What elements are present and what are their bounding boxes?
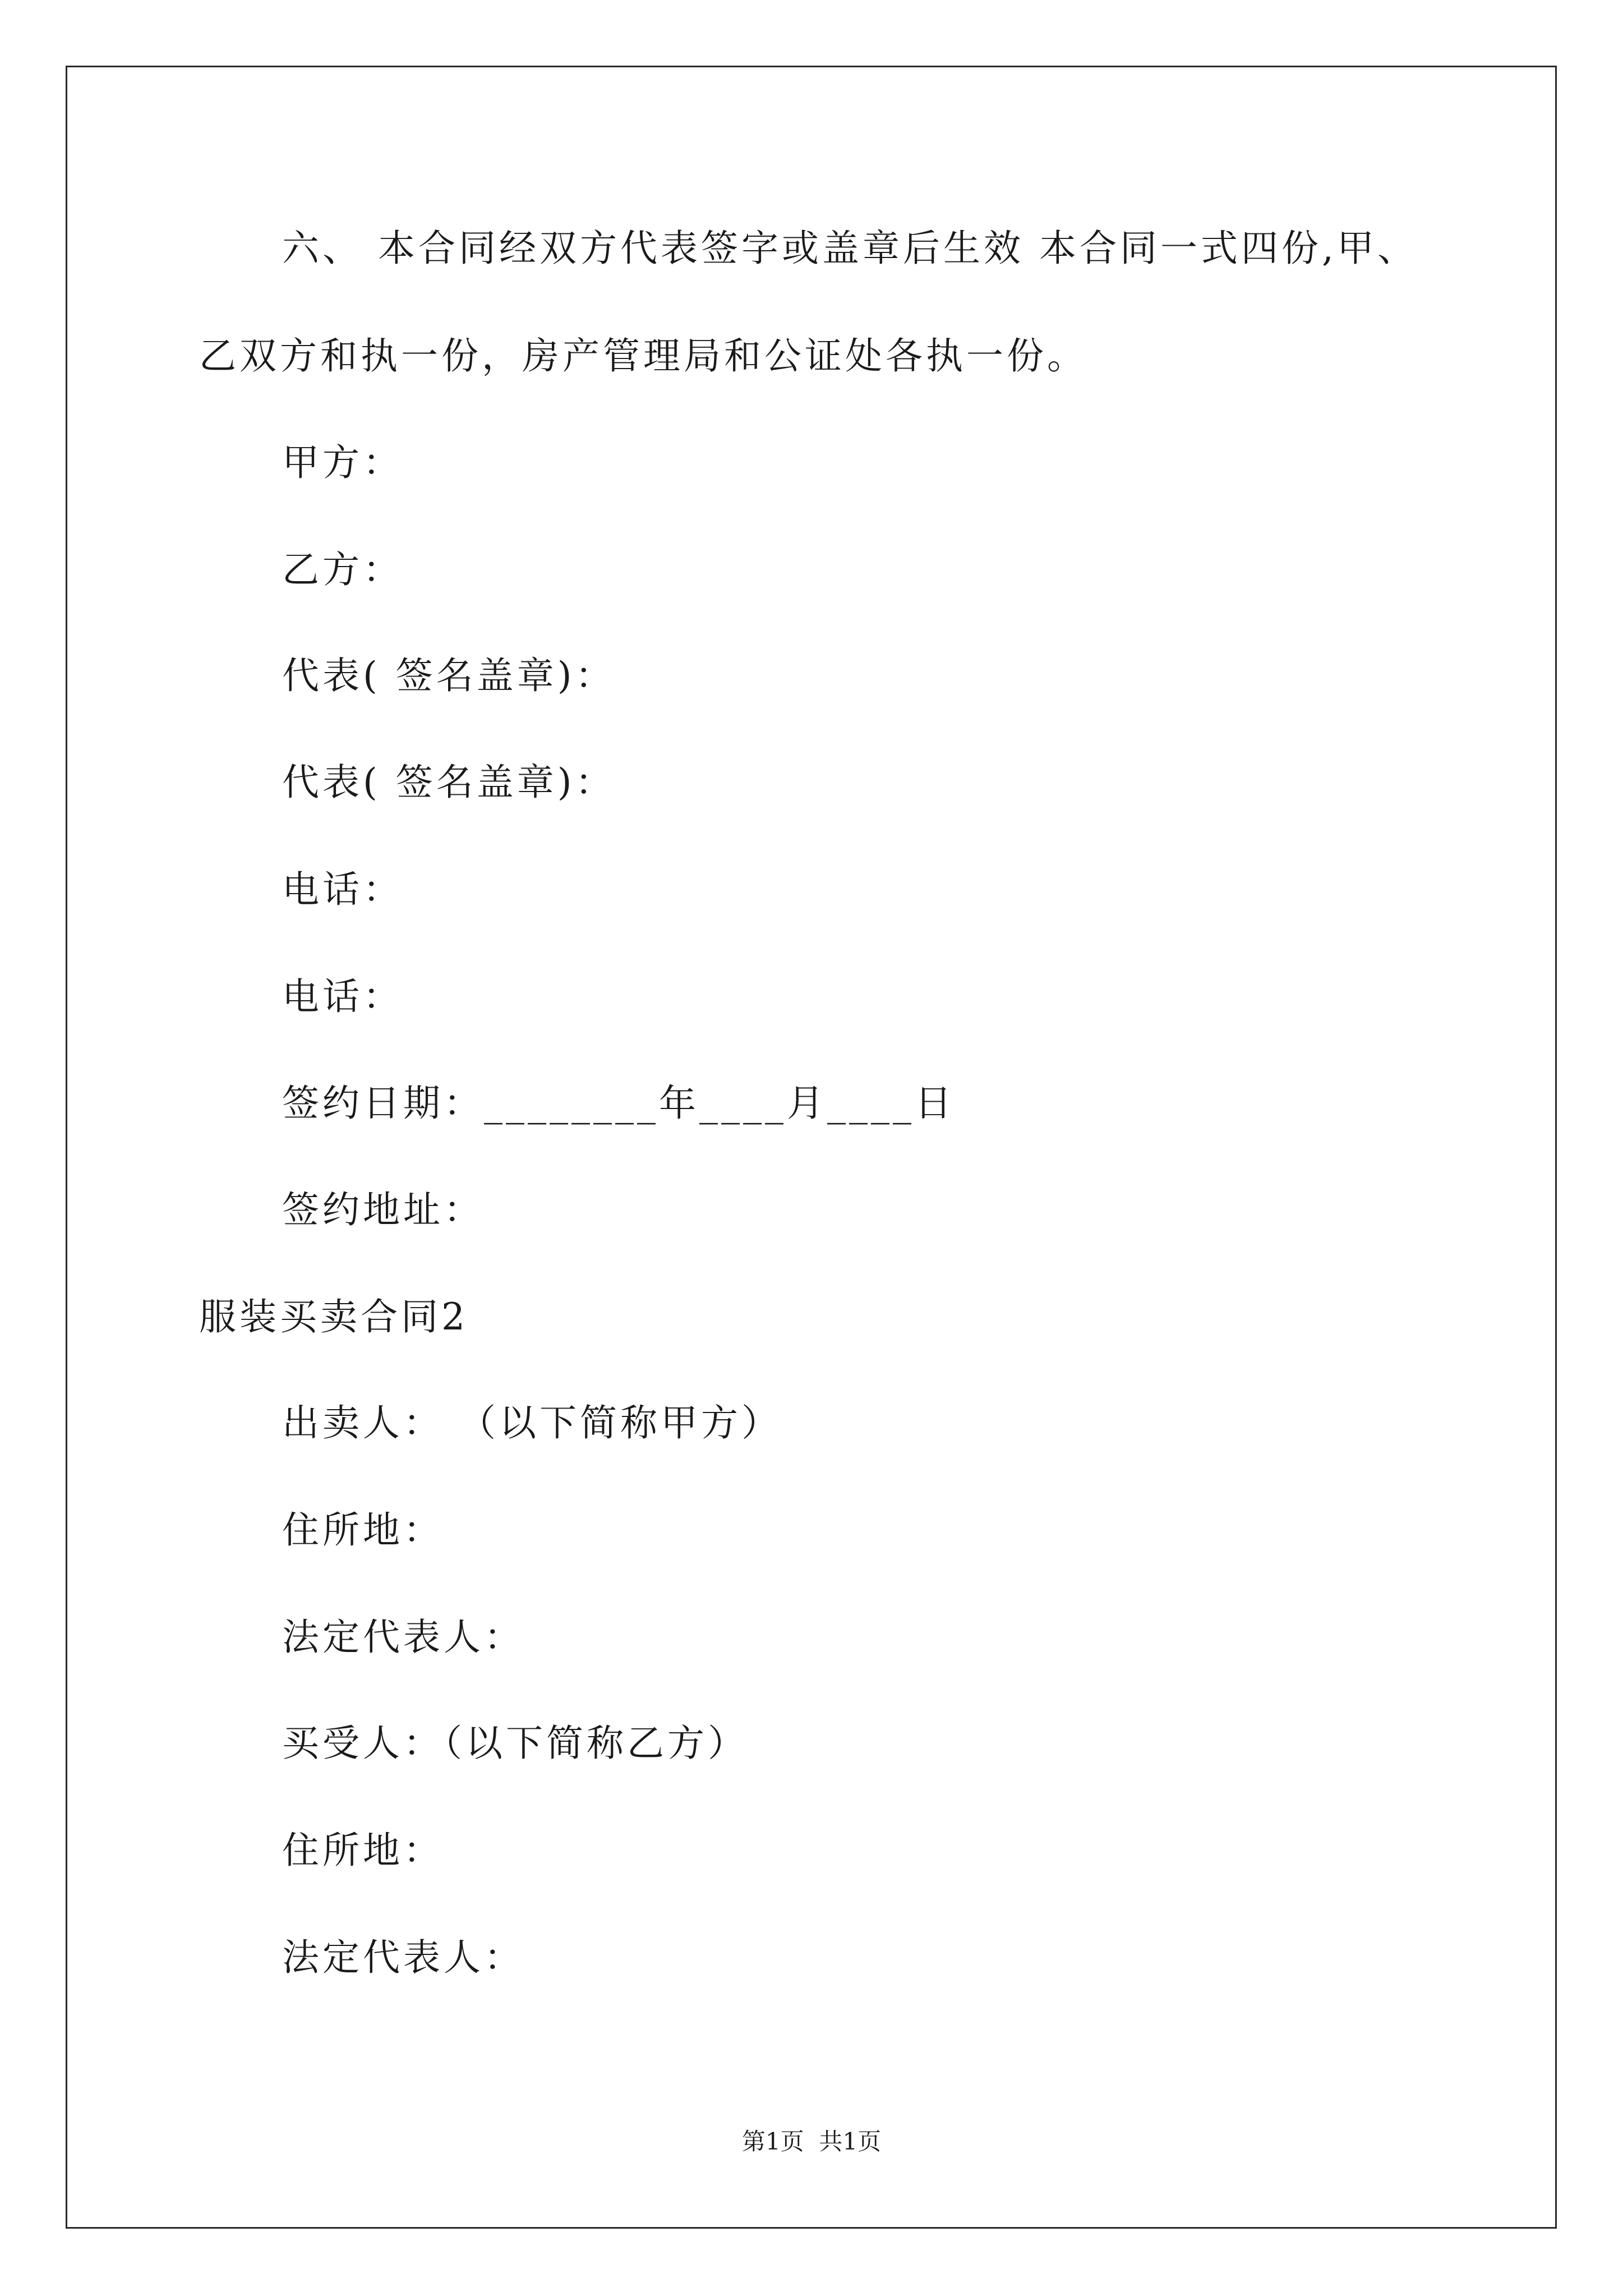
buyer-legal-representative-label: 法定代表人： [282,1936,524,1979]
clause-six-line: 六、 本合同经双方代表签字或盖章后生效 本合同一式四份,甲、 [282,227,1418,270]
seller-domicile-label: 住所地： [282,1508,444,1552]
seller-label: 出卖人： （以下简称甲方） [282,1401,782,1444]
section-title: 服装买卖合同2 [199,1295,468,1338]
signing-address-label: 签约地址： [282,1188,484,1231]
buyer-domicile-label: 住所地： [282,1829,444,1872]
representative-a-signature: 代表( 签名盖章)： [282,654,616,697]
representative-b-signature: 代表( 签名盖章)： [282,761,616,804]
phone-b-label: 电话： [282,975,403,1018]
party-a-label: 甲方： [282,441,403,484]
signing-date-line: 签约日期：________年____月____日 [282,1082,955,1125]
page-border [66,66,1557,2229]
phone-a-label: 电话： [282,868,403,911]
buyer-label: 买受人：（以下简称乙方） [282,1722,748,1765]
clause-six-continuation: 乙双方和执一份，房产管理局和公证处各执一份。 [199,334,1087,378]
party-b-label: 乙方： [282,548,403,591]
seller-legal-representative-label: 法定代表人： [282,1616,524,1659]
page-number-footer: 第1页 共1页 [741,2128,882,2155]
